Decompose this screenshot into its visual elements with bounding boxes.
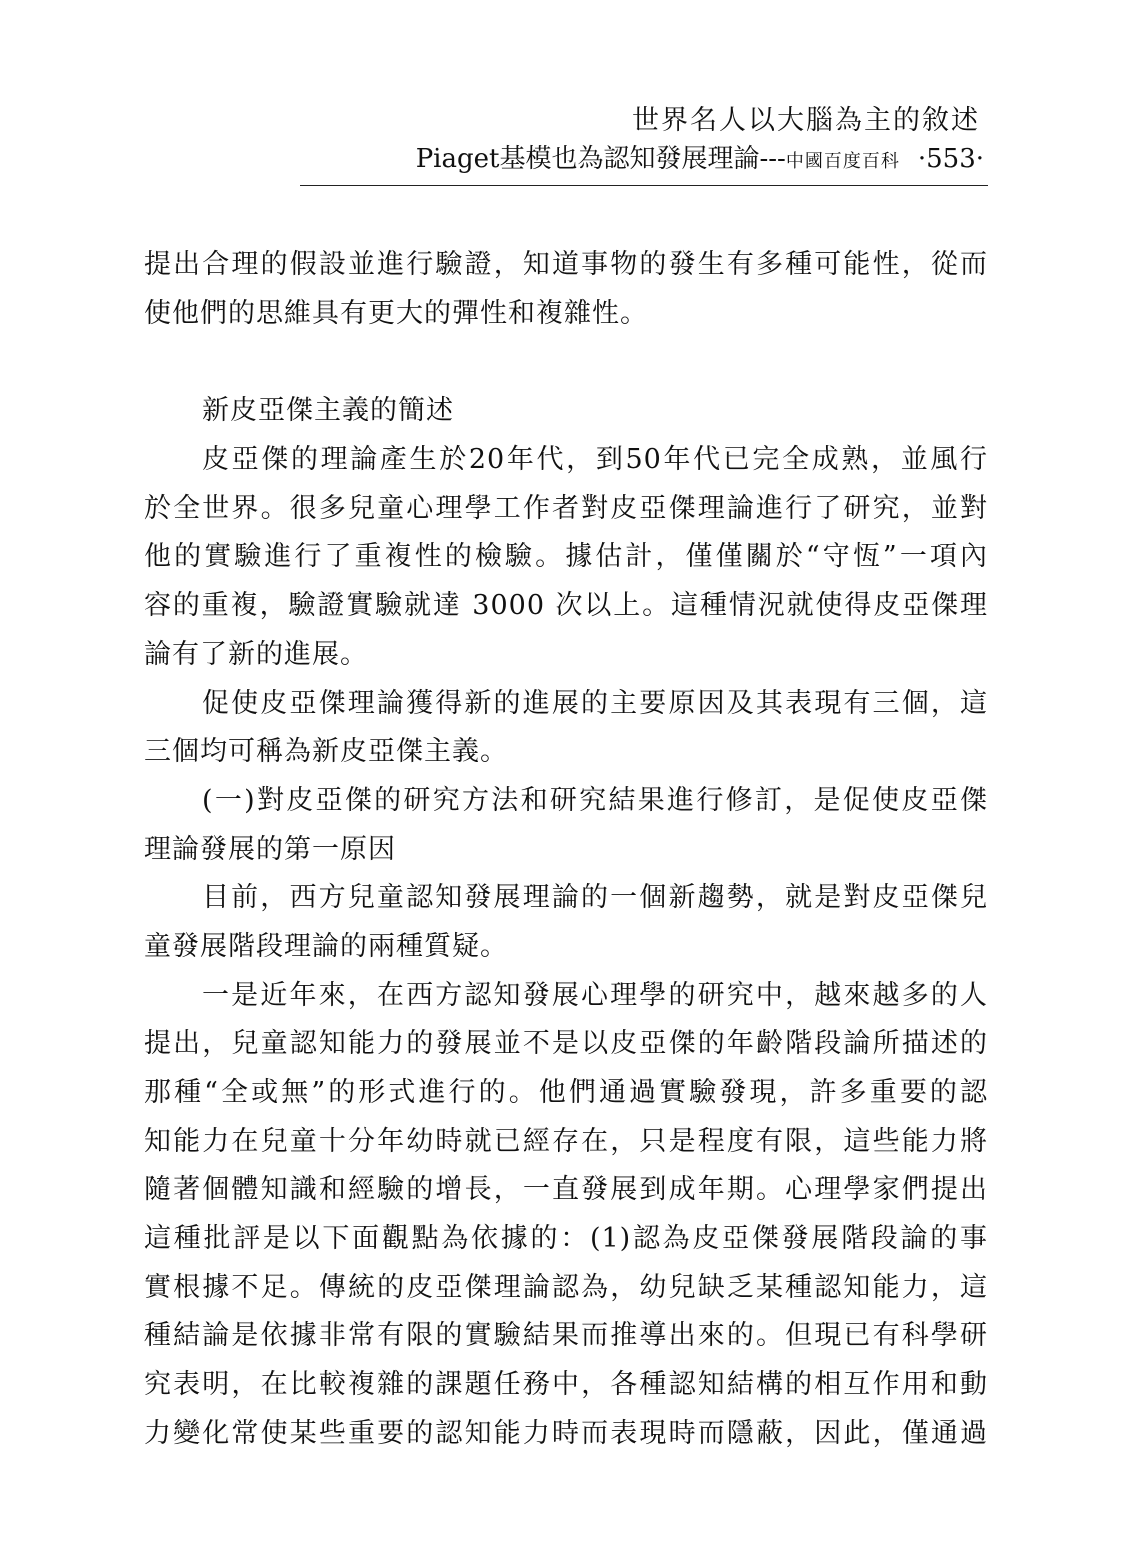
text-line: 目前，西方兒童認知發展理論的一個新趨勢，就是對皮亞傑兒 [202, 882, 988, 914]
text-line: 使他們的思維具有更大的彈性和複雜性。 [144, 297, 648, 329]
text-line: 隨著個體知識和經驗的增長，一直發展到成年期。心理學家們提出 [144, 1174, 988, 1206]
paragraph [144, 680, 988, 777]
text-line: 一是近年來，在西方認知發展心理學的研究中，越來越多的人 [202, 979, 988, 1011]
text-line: 理論發展的第一原因 [144, 833, 396, 865]
paragraph-intro [144, 241, 988, 338]
text-line: 容的重複，驗證實驗就達 3000 次以上。這種情況就使得皮亞傑理 [144, 590, 988, 622]
header-subtitle-source: 中國百度百科 [785, 151, 900, 172]
running-header [300, 102, 988, 186]
paragraph-gap [144, 338, 988, 387]
text-line: 童發展階段理論的兩種質疑。 [144, 930, 508, 962]
text-line: 於全世界。很多兒童心理學工作者對皮亞傑理論進行了研究，並對 [144, 492, 988, 524]
text-line: 力變化常使某些重要的認知能力時而表現時而隱蔽，因此，僅通過 [144, 1417, 988, 1449]
header-subtitle-main: Piaget基模也為認知發展理論--- [415, 144, 786, 174]
text-line: 這種批評是以下面觀點為依據的：(1)認為皮亞傑發展階段論的事 [144, 1223, 988, 1255]
text-line: 提出，兒童認知能力的發展並不是以皮亞傑的年齡階段論所描述的 [144, 1028, 988, 1060]
text-line: 三個均可稱為新皮亞傑主義。 [144, 736, 508, 768]
section-heading: 新皮亞傑主義的簡述 [202, 395, 454, 427]
paragraph [144, 436, 988, 679]
text-line: 那種“全或無”的形式進行的。他們通過實驗發現，許多重要的認 [144, 1077, 988, 1108]
text-line: 種結論是依據非常有限的實驗結果而推導出來的。但現已有科學研 [144, 1320, 988, 1352]
paragraph [144, 874, 988, 971]
text-line: 究表明，在比較複雜的課題任務中，各種認知結構的相互作用和動 [144, 1369, 988, 1401]
paragraph [144, 777, 988, 874]
text-line: 他的實驗進行了重複性的檢驗。據估計，僅僅關於“守恆”一項內 [144, 541, 988, 573]
paragraph [144, 972, 988, 1459]
text-line: (一)對皮亞傑的研究方法和研究結果進行修訂，是促使皮亞傑 [202, 784, 988, 816]
text-line: 實根據不足。傳統的皮亞傑理論認為，幼兒缺乏某種認知能力，這 [144, 1271, 988, 1303]
text-line: 論有了新的進展。 [144, 638, 368, 670]
text-line: 促使皮亞傑理論獲得新的進展的主要原因及其表現有三個，這 [202, 687, 988, 719]
header-subtitle [300, 140, 988, 186]
text-line: 知能力在兒童十分年幼時就已經存在，只是程度有限，這些能力將 [144, 1125, 988, 1157]
page-number: ·553· [917, 144, 984, 174]
text-line: 提出合理的假設並進行驗證，知道事物的發生有多種可能性，從而 [144, 249, 988, 280]
body-text [144, 241, 988, 1459]
text-line: 皮亞傑的理論產生於20年代，到50年代已完全成熟，並風行 [202, 444, 988, 476]
header-title: 世界名人以大腦為主的敘述 [632, 105, 980, 136]
